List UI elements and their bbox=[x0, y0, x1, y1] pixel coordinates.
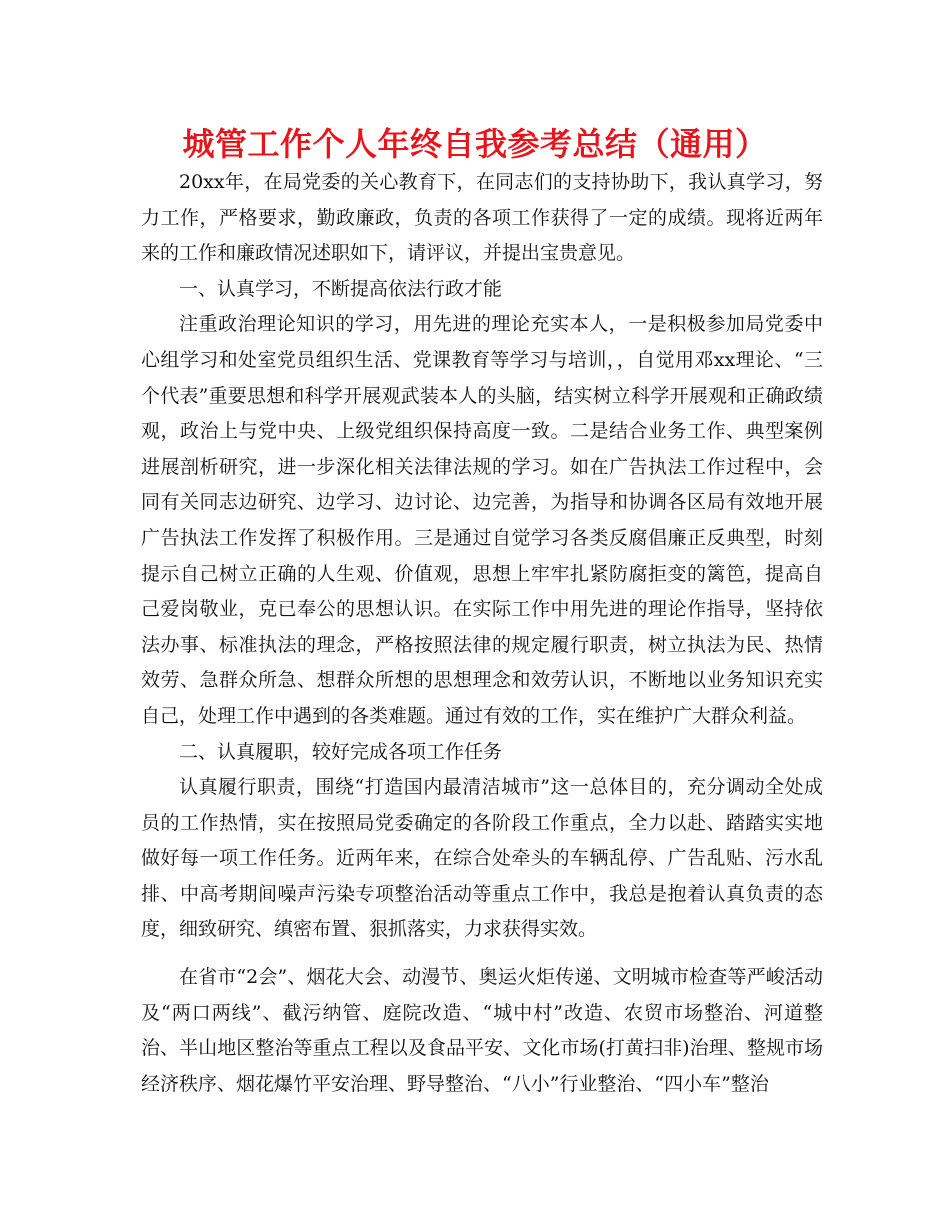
study-paragraph: 注重政治理论知识的学习，用先进的理论充实本人，一是积极参加局党委中心组学习和处室党员组织生活、党课教育等学习与培训，，自觉用邓xx理论、“三个代表”重要思想和科学开展观武装本人的头脑，结实树立科学开展观和正确政绩观，政治上与党中央、上级党组织保持高度一致。二是结合业务工作、典型案例进展剖析研究，进一步深化相关法律法规的学习。如在广告执法工作过程中，会同有关同志边研究、边学习、边讨论、边完善，为指导和协调各区局有效地开展广告执法工作发挥了积极作用。三是通过自觉学习各类反腐倡廉正反典型，时刻提示自己树立正确的人生观、价值观，思想上牢牢扎紧防腐拒变的篱笆，提高自己爱岗敬业，克已奉公的思想认识。在实际工作中用先进的理论作指导，坚持依法办事、标准执法的理念，严格按照法律的规定履行职责，树立执法为民、热情效劳、急群众所急、想群众所想的思想理念和效劳认识，不断地以业务知识充实自己，处理工作中遇到的各类难题。通过有效的工作，实在维护广大群众利益。 bbox=[141, 313, 823, 727]
section-heading-1: 一、认真学习，不断提高依法行政才能 bbox=[179, 277, 503, 300]
document-body bbox=[141, 165, 823, 1102]
intro-paragraph: 20xx年，在局党委的关心教育下，在同志们的支持协助下，我认真学习，努力工作，严格要求，勤政廉政，负责的各项工作获得了一定的成绩。现将近两年来的工作和廉政情况述职如下，请评议，并提出宝贵意见。 bbox=[141, 171, 823, 265]
duty-paragraph: 认真履行职责，围绕“打造国内最清洁城市”这一总体目的，充分调动全处成员的工作热情，实在按照局党委确定的各阶段工作重点，全力以赴、踏踏实实地做好每一项工作任务。近两年来，在综合处牵头的车辆乱停、广告乱贴、污水乱排、中高考期间噪声污染专项整治活动等重点工作中，我总是抱着认真负责的态度，细致研究、缜密布置、狠抓落实，力求获得实效。 bbox=[141, 776, 823, 941]
events-paragraph: 在省市“2会”、烟花大会、动漫节、奥运火炬传递、文明城市检查等严峻活动及“两口两线”、截污纳管、庭院改造、“城中村”改造、农贸市场整治、河道整治、半山地区整治等重点工程以及食品平安、文化市场(打黄扫非)治理、整规市场经济秩序、烟花爆竹平安治理、野导整治、“八小”行业整治、“四小车”整治 bbox=[141, 966, 823, 1095]
document-title: 城管工作个人年终自我参考总结（通用） bbox=[182, 125, 768, 163]
section-heading-2: 二、认真履职，较好完成各项工作任务 bbox=[179, 740, 503, 763]
